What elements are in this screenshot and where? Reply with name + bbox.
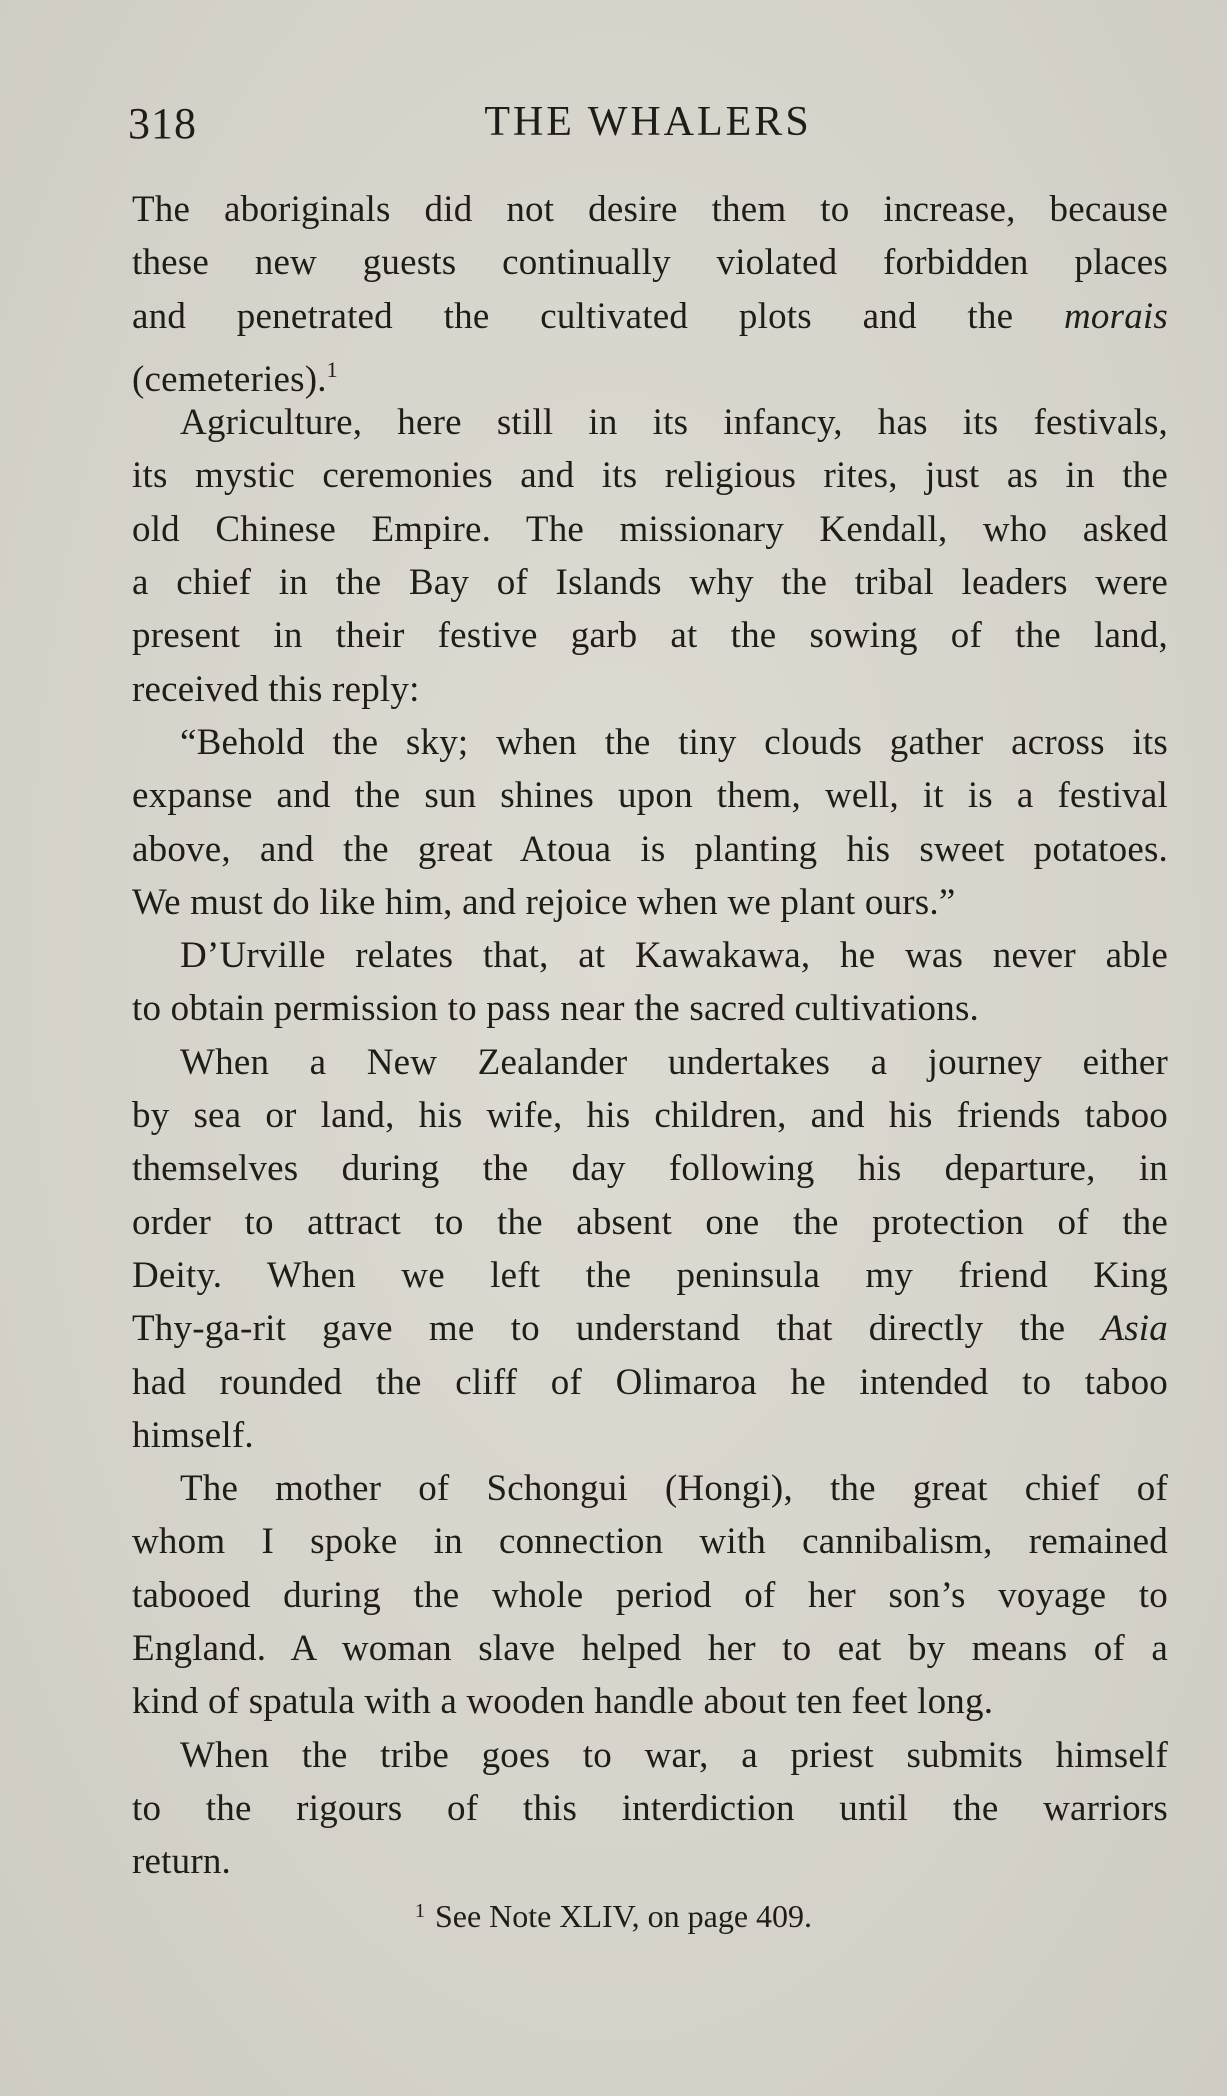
page-header [124, 98, 1172, 150]
running-title: THE WHALERS [484, 99, 812, 145]
text-line: Agriculture, here still in its infancy, has its festivals, [180, 402, 1168, 444]
text-line: its mystic ceremonies and its religious rites, just as in the [132, 455, 1168, 497]
text-line: When the tribe goes to war, a priest submits himself [180, 1734, 1168, 1776]
footnote [0, 1898, 1227, 1935]
text-line: themselves during the day following his departure, in [132, 1148, 1168, 1190]
text-line: had rounded the cliff of Olimaroa he intended to taboo [132, 1361, 1168, 1403]
text-line: We must do like him, and rejoice when we plant ours.” [132, 881, 956, 923]
body-text [132, 183, 1168, 1889]
italic-word: Asia [1101, 1308, 1168, 1350]
text-line: these new guests continually violated forbidden places [132, 242, 1168, 284]
footnote-marker: 1 [414, 1900, 425, 1922]
text-line: whom I spoke in connection with cannibalism, remained [132, 1521, 1168, 1563]
text-line: to the rigours of this interdiction until the warriors [132, 1787, 1168, 1829]
text-line: a chief in the Bay of Islands why the tribal leaders were [132, 562, 1168, 604]
italic-word: morais [1064, 295, 1169, 337]
text-line: order to attract to the absent one the protection of the [132, 1201, 1168, 1243]
text-line: Deity. When we left the peninsula my friend King [132, 1254, 1168, 1296]
text-line: received this reply: [132, 668, 420, 710]
text-line: by sea or land, his wife, his children, and his friends taboo [132, 1095, 1168, 1137]
text-line: himself. [132, 1414, 254, 1456]
text-line: D’Urville relates that, at Kawakawa, he was never able [180, 935, 1168, 977]
text-line: return. [132, 1841, 231, 1883]
text-line: Thy-ga-rit gave me to understand that directly the Asia [132, 1308, 1168, 1350]
text-line: and penetrated the cultivated plots and the morais [132, 295, 1169, 337]
text-line: to obtain permission to pass near the sacred cultivations. [132, 988, 979, 1030]
text-line: expanse and the sun shines upon them, well, it is a festival [132, 775, 1168, 817]
text-line: The aboriginals did not desire them to increase, because [132, 189, 1168, 230]
footnote-text: See Note XLIV, on page 409. [434, 1898, 813, 1934]
footnote-reference: 1 [326, 356, 338, 382]
text-line: tabooed during the whole period of her son’s voyage to [132, 1574, 1168, 1616]
text-line: When a New Zealander undertakes a journey either [180, 1041, 1168, 1083]
text-line: “Behold the sky; when the tiny clouds gather across its [180, 721, 1168, 763]
text-line: The mother of Schongui (Hongi), the great chief of [180, 1468, 1168, 1510]
text-line: (cemeteries).$^1$ [132, 356, 338, 400]
text-line: present in their festive garb at the sowing of the land, [132, 615, 1168, 657]
text-line: old Chinese Empire. The missionary Kendall, who asked [132, 508, 1168, 550]
text-line: England. A woman slave helped her to eat by means of a [132, 1628, 1168, 1670]
page-number: 318 [128, 99, 197, 148]
text-line: above, and the great Atoua is planting his sweet potatoes. [132, 828, 1168, 870]
text-line: kind of spatula with a wooden handle about ten feet long. [132, 1681, 994, 1723]
